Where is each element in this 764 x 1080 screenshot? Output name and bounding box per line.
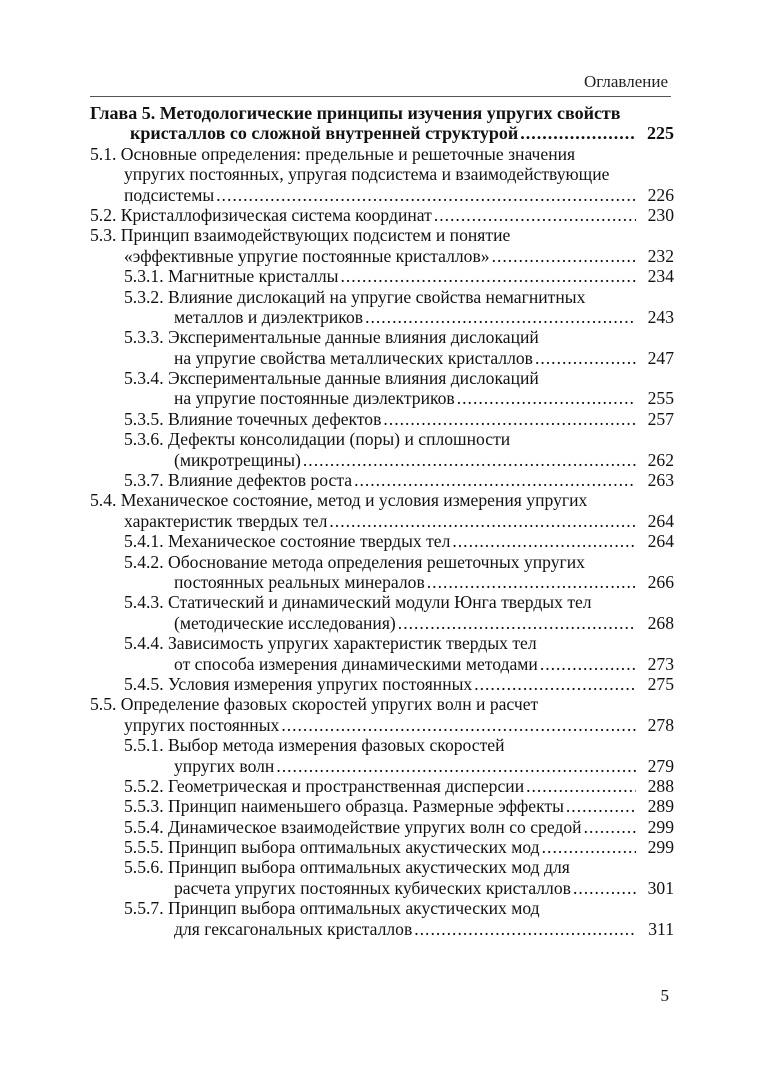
toc-entry-text: 5.4.4. Зависимость упругих характеристик твердых тел: [124, 633, 537, 654]
toc-entry-text: 5.5.7. Принцип выбора оптимальных акустических мод: [124, 898, 540, 919]
toc-page-number: 299: [647, 816, 674, 837]
toc-entry-line: [90, 715, 674, 735]
toc-entry-text: 5.4.2. Обоснование метода определения решеточных упругих: [124, 551, 585, 572]
toc-entry-text: 5.3.4. Экспериментальные данные влияния дислокаций: [124, 368, 539, 389]
toc-entry[interactable]: [90, 409, 674, 429]
toc-entry-line: [90, 613, 674, 633]
toc-entry-text: 5.5.1. Выбор метода измерения фазовых скоростей: [124, 735, 505, 756]
toc-page-number: 232: [647, 245, 674, 266]
toc-page-number: 289: [647, 796, 674, 817]
toc-leader-dots: [432, 205, 636, 225]
toc-entry[interactable]: [90, 735, 674, 776]
toc-entry-line: [90, 796, 674, 816]
toc-leader-dots: [533, 348, 636, 368]
toc-entry[interactable]: [90, 592, 674, 633]
toc-leader-dots: [274, 756, 636, 776]
toc-entry-text: 5.5. Определение фазовых скоростей упругих волн и расчет: [90, 694, 539, 715]
toc-leader-dots: [450, 531, 636, 551]
toc-entry-text: постоянных реальных минералов: [174, 571, 425, 592]
toc-page-number: 288: [647, 775, 674, 796]
toc-entry-line: [90, 429, 674, 449]
toc-entry[interactable]: [90, 205, 674, 225]
toc-entry-text: 5.5.2. Геометрическая и пространственная дисперсии: [124, 775, 525, 796]
toc-page-number: 266: [647, 571, 674, 592]
toc-leader-dots: [518, 123, 636, 143]
toc-entry-line: [90, 837, 674, 857]
toc-entry-line: [90, 225, 674, 245]
toc-page-number: 278: [647, 714, 674, 735]
toc-entry-text: 5.5.4. Динамическое взаимодействие упругих волн со средой: [124, 816, 582, 837]
toc-page-number: 225: [647, 123, 674, 144]
toc-page-number: 279: [647, 755, 674, 776]
toc-page-number: 263: [647, 470, 674, 491]
toc-entry-line: [90, 266, 674, 286]
toc-page-number: 275: [647, 673, 674, 694]
toc-entry-line: [90, 327, 674, 347]
toc-entry-line: [90, 490, 674, 510]
header-rule: [90, 96, 671, 97]
toc-entry-line: [90, 592, 674, 612]
toc-entry-text: 5.2. Кристаллофизическая система координат: [90, 204, 432, 225]
toc-entry-line: [90, 144, 674, 164]
toc-page-number: 264: [647, 510, 674, 531]
toc-entry-text: 5.1. Основные определения: предельные и решеточные значения: [90, 143, 576, 164]
toc-entry-line: [90, 103, 674, 123]
toc-entry[interactable]: [90, 552, 674, 593]
page-number: 5: [660, 986, 669, 1005]
toc-entry-line: [90, 409, 674, 429]
toc-entry[interactable]: [90, 531, 674, 551]
toc-entry-text: упругих постоянных: [124, 714, 280, 735]
toc-entry-line: [90, 572, 674, 592]
toc-page-number: 264: [647, 531, 674, 552]
toc-entry-text: 5.3.3. Экспериментальные данные влияния дислокаций: [124, 327, 539, 348]
toc-entry-text: 5.5.3. Принцип наименьшего образца. Размерные эффекты: [124, 796, 564, 817]
toc-entry[interactable]: [90, 817, 674, 837]
toc-entry-text: металлов и диэлектриков: [174, 306, 364, 327]
toc-entry-text: 5.5.5. Принцип выбора оптимальных акустических мод: [124, 837, 540, 858]
toc-entry-text: подсистемы: [124, 184, 215, 205]
toc-entry-line: [90, 368, 674, 388]
toc-entry-text: 5.3.2. Влияние дислокаций на упругие свойства немагнитных: [124, 286, 586, 307]
toc-entry-line: [90, 388, 674, 408]
toc-entry[interactable]: [90, 327, 674, 368]
toc-entry-line: [90, 511, 674, 531]
toc-page-number: 243: [647, 306, 674, 327]
toc-entry[interactable]: [90, 429, 674, 470]
toc-page-number: 268: [647, 612, 674, 633]
toc-entry[interactable]: [90, 857, 674, 898]
table-of-contents: [90, 103, 674, 939]
toc-entry-text: 5.3.6. Дефекты консолидации (поры) и сплошности: [124, 429, 511, 450]
toc-entry[interactable]: [90, 633, 674, 674]
toc-entry-line: [90, 694, 674, 714]
toc-leader-dots: [564, 796, 636, 816]
toc-entry[interactable]: [90, 266, 674, 286]
toc-entry-text: 5.4.3. Статический и динамический модули Юнга твердых тел: [124, 592, 592, 613]
toc-leader-dots: [472, 674, 636, 694]
toc-entry-line: [90, 735, 674, 755]
toc-entry-text: на упругие свойства металлических кристаллов: [174, 347, 533, 368]
toc-entry-text: кристаллов со сложной внутренней структурой: [130, 123, 519, 144]
toc-entry-text: 5.3.1. Магнитные кристаллы: [124, 266, 339, 287]
toc-entry-text: упругих постоянных, упругая подсистема и взаимодействующие: [124, 164, 610, 185]
toc-entry-line: [90, 287, 674, 307]
toc-leader-dots: [524, 776, 636, 796]
toc-leader-dots: [301, 450, 636, 470]
toc-entry-line: [90, 633, 674, 653]
toc-page-number: 273: [647, 653, 674, 674]
running-header-title: Оглавление: [584, 72, 668, 91]
toc-entry[interactable]: [90, 796, 674, 816]
toc-page-number: 230: [647, 204, 674, 225]
toc-entry-line: [90, 552, 674, 572]
toc-page-number: 301: [647, 877, 674, 898]
toc-entry[interactable]: [90, 837, 674, 857]
toc-entry-text: (микротрещины): [174, 449, 301, 470]
toc-leader-dots: [352, 470, 636, 490]
toc-entry-line: [90, 878, 674, 898]
toc-entry-text: 5.3.7. Влияние дефектов роста: [124, 470, 353, 491]
toc-entry-line: [90, 185, 674, 205]
toc-entry-line: [90, 857, 674, 877]
toc-entry-text: упругих волн: [174, 755, 275, 776]
toc-leader-dots: [412, 919, 636, 939]
toc-entry-text: для гексагональных кристаллов: [174, 918, 413, 939]
toc-leader-dots: [214, 185, 636, 205]
toc-entry[interactable]: [90, 694, 674, 735]
toc-entry-line: [90, 470, 674, 490]
toc-entry-line: [90, 123, 674, 143]
toc-entry-text: «эффективные упругие постоянные кристаллов»: [124, 245, 490, 266]
toc-leader-dots: [455, 388, 636, 408]
toc-entry-line: [90, 307, 674, 327]
toc-entry-text: 5.4. Механическое состояние, метод и условия измерения упругих: [90, 490, 588, 511]
toc-entry-line: [90, 674, 674, 694]
toc-entry-line: [90, 205, 674, 225]
toc-entry-text: 5.3. Принцип взаимодействующих подсистем и понятие: [90, 225, 511, 246]
toc-leader-dots: [538, 654, 636, 674]
toc-entry[interactable]: [90, 490, 674, 531]
toc-leader-dots: [571, 878, 636, 898]
toc-page-number: 262: [647, 449, 674, 470]
toc-leader-dots: [490, 246, 636, 266]
toc-entry-text: от способа измерения динамическими методами: [174, 653, 538, 674]
toc-entry-text: 5.3.5. Влияние точечных дефектов: [124, 408, 382, 429]
toc-entry[interactable]: [90, 776, 674, 796]
toc-page-number: 247: [647, 347, 674, 368]
toc-entry-line: [90, 348, 674, 368]
toc-chapter-entry[interactable]: [90, 103, 674, 144]
toc-entry[interactable]: [90, 287, 674, 328]
toc-page-number: 226: [647, 184, 674, 205]
toc-entry-line: [90, 164, 674, 184]
toc-leader-dots: [338, 266, 636, 286]
toc-entry-line: [90, 450, 674, 470]
toc-entry[interactable]: [90, 225, 674, 266]
toc-leader-dots: [540, 837, 636, 857]
toc-leader-dots: [327, 511, 636, 531]
toc-entry-text: 5.5.6. Принцип выбора оптимальных акустических мод для: [124, 857, 570, 878]
toc-leader-dots: [279, 715, 636, 735]
toc-leader-dots: [381, 409, 636, 429]
toc-page-number: 255: [647, 388, 674, 409]
toc-leader-dots: [396, 613, 636, 633]
toc-entry[interactable]: [90, 674, 674, 694]
toc-entry-line: [90, 246, 674, 266]
toc-leader-dots: [582, 817, 636, 837]
toc-leader-dots: [363, 307, 636, 327]
toc-entry[interactable]: [90, 144, 674, 205]
toc-entry-line: [90, 654, 674, 674]
toc-page-number: 311: [648, 918, 674, 939]
toc-entry-text: 5.4.5. Условия измерения упругих постоянных: [124, 673, 473, 694]
toc-entry-text: Глава 5. Методологические принципы изучения упругих свойств: [90, 103, 621, 123]
toc-entry-line: [90, 817, 674, 837]
toc-leader-dots: [425, 572, 636, 592]
toc-entry-text: характеристик твердых тел: [124, 510, 328, 531]
toc-entry-line: [90, 898, 674, 918]
toc-entry-line: [90, 531, 674, 551]
toc-page-number: 299: [647, 837, 674, 858]
toc-entry-line: [90, 776, 674, 796]
toc-page-number: 234: [647, 266, 674, 287]
toc-entry-text: на упругие постоянные диэлектриков: [174, 388, 455, 409]
toc-entry[interactable]: [90, 898, 674, 939]
toc-entry-line: [90, 919, 674, 939]
toc-entry-line: [90, 756, 674, 776]
toc-entry[interactable]: [90, 470, 674, 490]
toc-entry-text: (методические исследования): [174, 612, 396, 633]
toc-entry[interactable]: [90, 368, 674, 409]
toc-entry-text: 5.4.1. Механическое состояние твердых тел: [124, 531, 451, 552]
toc-entry-text: расчета упругих постоянных кубических кристаллов: [174, 877, 571, 898]
toc-page-number: 257: [647, 408, 674, 429]
